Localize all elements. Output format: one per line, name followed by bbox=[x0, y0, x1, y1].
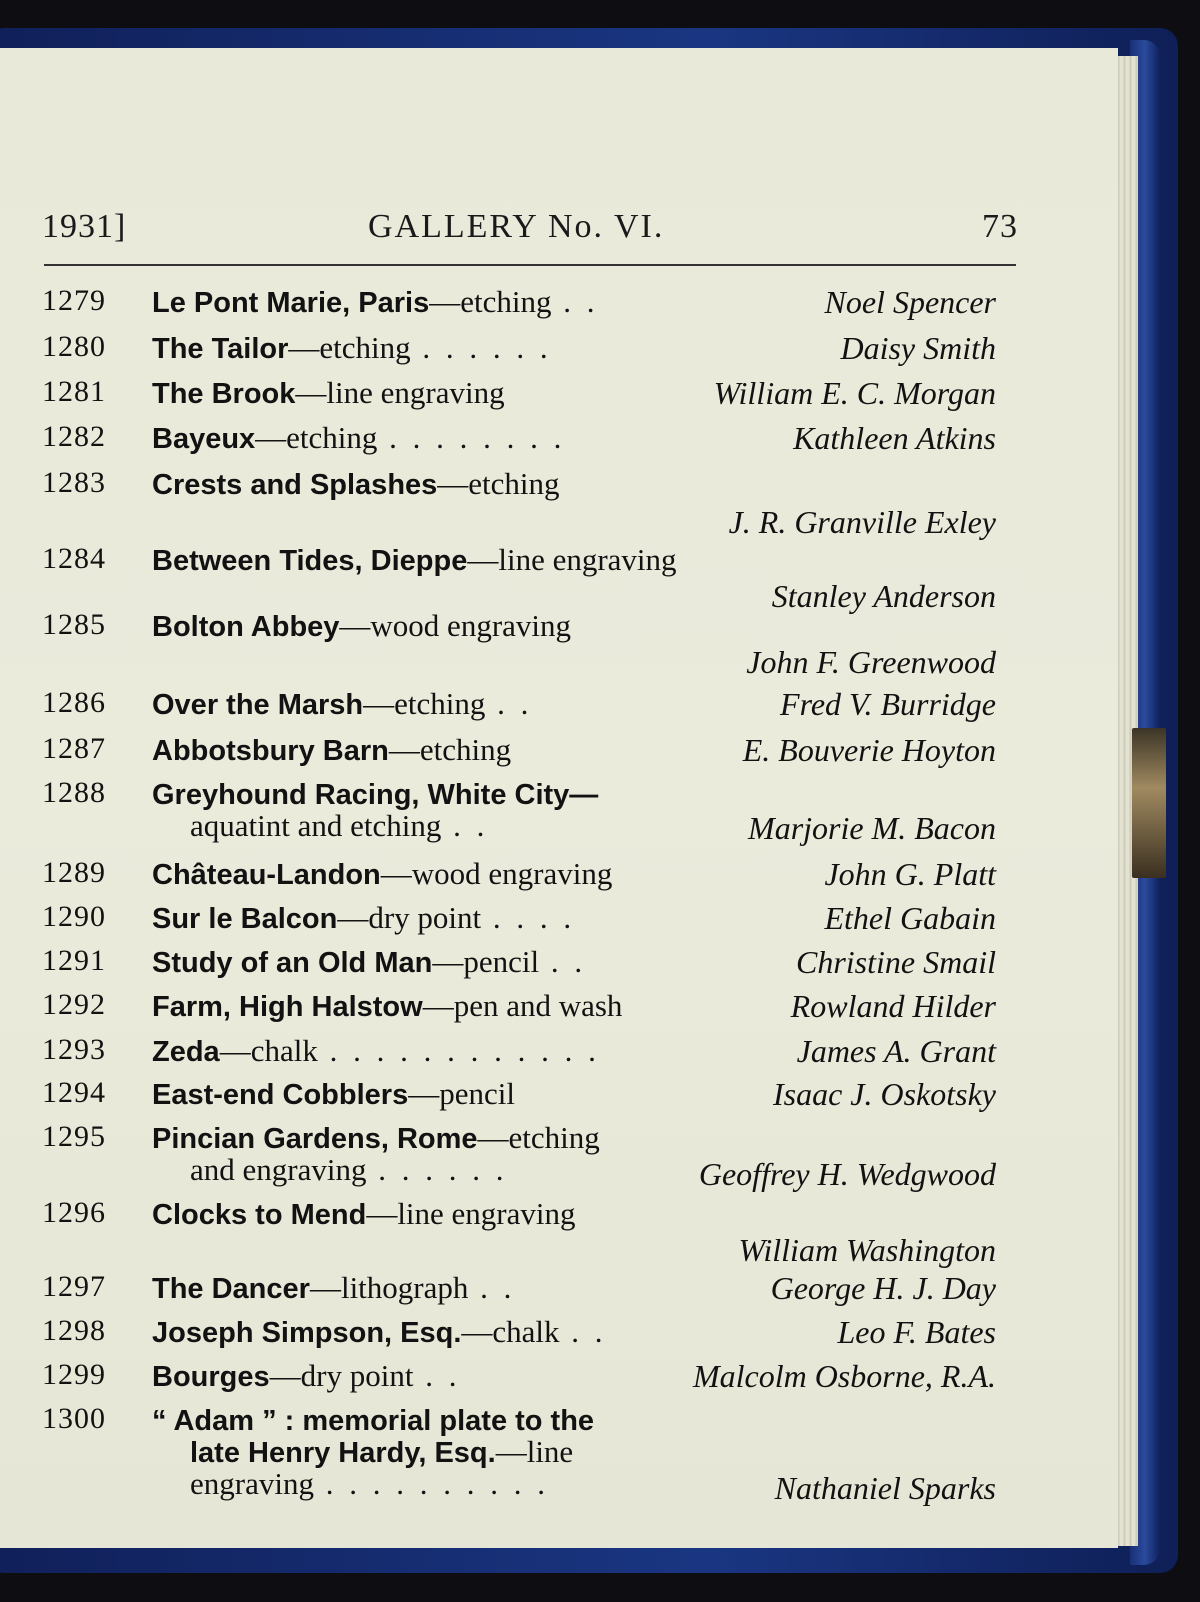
entry-medium: —pencil bbox=[432, 944, 540, 979]
entry-line-continued bbox=[190, 1434, 573, 1470]
leader-dots: . . bbox=[485, 686, 533, 721]
entry-number: 1281 bbox=[42, 375, 106, 408]
entry-medium: —etching bbox=[288, 330, 411, 365]
leader-dots: . . . . . . . . . . . . bbox=[317, 1033, 600, 1068]
entry-line bbox=[152, 732, 511, 768]
entry-artist: William E. C. Morgan bbox=[713, 375, 996, 411]
entry-title: The Dancer bbox=[152, 1273, 310, 1305]
entry-title: Château-Landon bbox=[152, 859, 381, 891]
entry-title: Sur le Balcon bbox=[152, 903, 338, 935]
entry-title: Farm, High Halstow bbox=[152, 991, 423, 1023]
header-rule bbox=[44, 264, 1016, 266]
entry-line bbox=[152, 1314, 607, 1350]
entry-line bbox=[152, 856, 612, 892]
entry-medium: —line bbox=[495, 1434, 574, 1469]
entry-title: Bayeux bbox=[152, 423, 256, 455]
entry-medium: —line engraving bbox=[366, 1196, 576, 1231]
entry-medium: —lithograph bbox=[309, 1270, 469, 1305]
entry-number: 1284 bbox=[42, 542, 106, 575]
entry-number: 1299 bbox=[42, 1358, 106, 1391]
entry-artist: George H. J. Day bbox=[770, 1270, 996, 1306]
leader-dots: . . bbox=[559, 1314, 607, 1349]
leader-dots: . . bbox=[413, 1358, 461, 1393]
entry-artist: Ethel Gabain bbox=[824, 900, 996, 936]
entry-line bbox=[152, 375, 505, 411]
entry-number: 1294 bbox=[42, 1076, 106, 1109]
entry-number: 1297 bbox=[42, 1270, 106, 1303]
entry-title: The Brook bbox=[152, 378, 296, 410]
leader-dots: . . bbox=[441, 808, 489, 843]
entry-line bbox=[152, 1120, 600, 1156]
entry-medium: —etching bbox=[388, 732, 512, 767]
gallery-title: GALLERY No. VI. bbox=[368, 208, 665, 245]
leader-dots: . . . . . . . . bbox=[377, 420, 566, 455]
entry-medium-continued: and engraving bbox=[190, 1152, 367, 1187]
entry-title-continued: late Henry Hardy, Esq. bbox=[190, 1437, 496, 1469]
entry-line bbox=[152, 1196, 576, 1232]
entry-artist: Geoffrey H. Wedgwood bbox=[698, 1156, 996, 1192]
entry-medium: —dry point bbox=[269, 1358, 414, 1393]
entry-line bbox=[152, 900, 575, 936]
entry-artist: John G. Platt bbox=[824, 856, 996, 892]
entry-line bbox=[152, 1270, 515, 1306]
entry-artist: Stanley Anderson bbox=[771, 578, 996, 614]
leader-dots: . . . . . . bbox=[366, 1152, 508, 1187]
entry-artist: William Washington bbox=[738, 1232, 996, 1268]
entry-line bbox=[152, 1358, 460, 1394]
entry-artist: James A. Grant bbox=[796, 1033, 996, 1069]
entry-title: Over the Marsh bbox=[152, 689, 364, 721]
entry-title: Greyhound Racing, White City— bbox=[152, 779, 599, 811]
entry-title: Joseph Simpson, Esq. bbox=[152, 1317, 462, 1349]
entry-medium: —wood engraving bbox=[339, 608, 572, 643]
entry-artist: Nathaniel Sparks bbox=[774, 1470, 996, 1506]
entry-artist: Christine Smail bbox=[795, 944, 996, 980]
entry-medium: —dry point bbox=[337, 900, 482, 935]
entry-medium: —etching bbox=[429, 284, 552, 319]
entry-medium: —etching bbox=[477, 1120, 600, 1155]
entry-artist: John F. Greenwood bbox=[746, 644, 996, 680]
entry-title: Le Pont Marie, Paris bbox=[152, 287, 430, 319]
entry-artist: J. R. Granville Exley bbox=[728, 504, 996, 540]
entry-line-continued bbox=[190, 1466, 549, 1502]
entry-medium: —pencil bbox=[408, 1076, 515, 1111]
entry-artist: Isaac J. Oskotsky bbox=[772, 1076, 996, 1112]
entry-line bbox=[152, 686, 532, 722]
entry-medium: —wood engraving bbox=[380, 856, 613, 891]
leader-dots: . . . . bbox=[481, 900, 576, 935]
entry-title: Abbotsbury Barn bbox=[152, 735, 389, 767]
entry-title: East-end Cobblers bbox=[152, 1079, 409, 1111]
leader-dots: . . bbox=[539, 944, 587, 979]
entry-number: 1285 bbox=[42, 608, 106, 641]
entry-number: 1287 bbox=[42, 732, 106, 765]
entry-artist: Marjorie M. Bacon bbox=[748, 810, 996, 846]
entry-title: Pincian Gardens, Rome bbox=[152, 1123, 478, 1155]
entry-line bbox=[152, 330, 552, 366]
entry-number: 1295 bbox=[42, 1120, 106, 1153]
entry-artist: E. Bouverie Hoyton bbox=[742, 732, 996, 768]
entry-medium: aquatint and etching bbox=[190, 808, 442, 843]
entry-artist: Noel Spencer bbox=[824, 284, 996, 320]
entry-line-continued bbox=[190, 1152, 507, 1188]
entry-title: Zeda bbox=[152, 1036, 220, 1068]
page-number: 73 bbox=[982, 208, 1018, 245]
entry-number: 1288 bbox=[42, 776, 106, 809]
leader-dots: . . . . . . . . . . bbox=[313, 1466, 549, 1501]
entry-number: 1280 bbox=[42, 330, 106, 363]
entry-title: Crests and Splashes bbox=[152, 469, 438, 501]
entry-line bbox=[152, 420, 565, 456]
entry-number: 1291 bbox=[42, 944, 106, 977]
entry-number: 1289 bbox=[42, 856, 106, 889]
entry-medium: —line engraving bbox=[295, 375, 505, 410]
leader-dots: . . bbox=[468, 1270, 516, 1305]
leader-dots: . . . . . . bbox=[410, 330, 552, 365]
entry-number: 1283 bbox=[42, 466, 106, 499]
entry-number: 1298 bbox=[42, 1314, 106, 1347]
entry-line bbox=[152, 608, 571, 644]
entry-line bbox=[152, 1402, 594, 1438]
entry-medium: —etching bbox=[437, 466, 560, 501]
entry-line-continued bbox=[190, 808, 488, 844]
entry-title: Bourges bbox=[152, 1361, 270, 1393]
entry-artist: Malcolm Osborne, R.A. bbox=[692, 1358, 996, 1394]
entry-artist: Rowland Hilder bbox=[790, 988, 996, 1024]
entry-number: 1300 bbox=[42, 1402, 106, 1435]
entry-artist: Kathleen Atkins bbox=[793, 420, 996, 456]
entry-number: 1296 bbox=[42, 1196, 106, 1229]
entry-title: Clocks to Mend bbox=[152, 1199, 367, 1231]
catalogue-page bbox=[0, 48, 1118, 1548]
entry-medium: —chalk bbox=[461, 1314, 560, 1349]
entry-title: Bolton Abbey bbox=[152, 611, 340, 643]
entry-number: 1286 bbox=[42, 686, 106, 719]
entry-line bbox=[152, 542, 677, 578]
entry-line bbox=[152, 988, 622, 1024]
entry-medium: —chalk bbox=[219, 1033, 318, 1068]
entry-number: 1293 bbox=[42, 1033, 106, 1066]
entry-line bbox=[152, 944, 586, 980]
running-year: 1931] bbox=[42, 208, 127, 245]
entry-medium: —pen and wash bbox=[422, 988, 623, 1023]
entry-medium: —etching bbox=[363, 686, 486, 721]
entry-title: The Tailor bbox=[152, 333, 289, 365]
entry-line bbox=[152, 1076, 515, 1112]
leader-dots: . . bbox=[551, 284, 599, 319]
entry-line bbox=[152, 284, 598, 320]
entry-line bbox=[152, 1033, 600, 1069]
entry-number: 1279 bbox=[42, 284, 106, 317]
entry-medium: —line engraving bbox=[467, 542, 677, 577]
entry-number: 1292 bbox=[42, 988, 106, 1021]
entry-number: 1282 bbox=[42, 420, 106, 453]
entry-title: “ Adam ” : memorial plate to the bbox=[152, 1405, 595, 1437]
entry-artist: Leo F. Bates bbox=[837, 1314, 996, 1350]
entry-artist: Daisy Smith bbox=[840, 330, 996, 366]
thumb-index-tab bbox=[1132, 728, 1166, 878]
entry-line bbox=[152, 466, 560, 502]
entry-artist: Fred V. Burridge bbox=[780, 686, 996, 722]
entry-medium: —etching bbox=[255, 420, 378, 455]
entry-line bbox=[152, 776, 598, 812]
entry-medium-continued: engraving bbox=[190, 1466, 314, 1501]
entry-title: Study of an Old Man bbox=[152, 947, 433, 979]
entry-number: 1290 bbox=[42, 900, 106, 933]
entry-title: Between Tides, Dieppe bbox=[152, 545, 468, 577]
